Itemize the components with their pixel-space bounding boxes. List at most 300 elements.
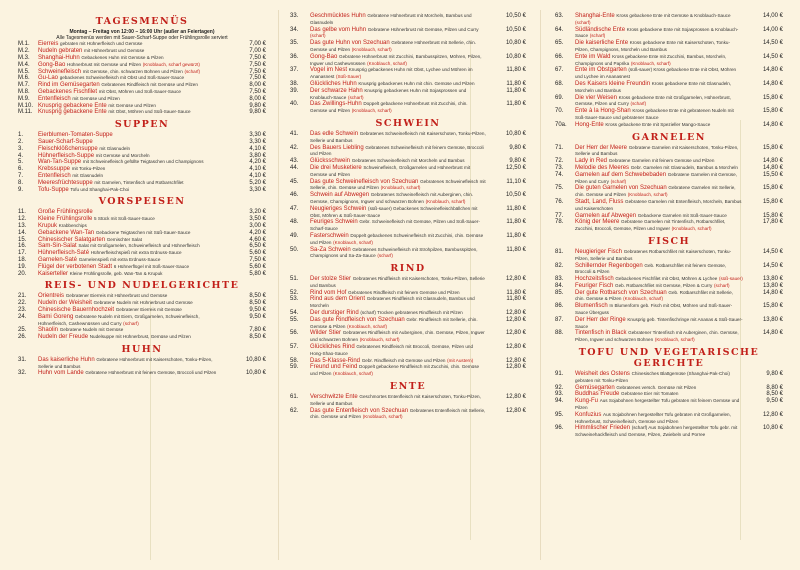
item-number: 22. (18, 300, 27, 307)
item-description: Knusprig geb. Tintenfischringe mit Ananas & Süß-Sauer-Sauce (575, 316, 743, 329)
item-body (575, 330, 743, 344)
item-price: 7,00 € (249, 41, 266, 48)
item-name: Schillernder Regenbogen (575, 262, 643, 269)
item-number: 32. (18, 370, 27, 377)
item-number: 50. (290, 246, 299, 253)
item-body (38, 82, 226, 89)
item-body (310, 317, 486, 331)
item-price: 14,80 € (762, 121, 783, 128)
item-spice-note: (Knoblauch, scharf) (362, 414, 403, 420)
item-name: Sa-Za Schwein (310, 246, 351, 253)
item-number: 49. (290, 232, 299, 239)
item-price: 15,80 € (762, 212, 783, 219)
item-price: 9,50 € (766, 398, 783, 405)
item-description: Kross gebackene Ente mit Spezieller Mango-Sauce (605, 121, 711, 127)
item-number: M.4. (18, 61, 30, 68)
item-name: Knusprig gebackene Ente (38, 102, 107, 109)
item-name: Huhn vom Lande (38, 370, 84, 377)
item-body (575, 371, 743, 385)
menu-item (290, 290, 526, 297)
item-number: 39. (290, 87, 299, 94)
item-name: Weisheit des Ostens (575, 371, 630, 378)
item-description: (scharf) Trocken gebratenes Rindfleisch mit Pilzen (360, 310, 463, 316)
item-body (575, 213, 743, 220)
item-number: 18. (18, 256, 27, 263)
item-name: Kaiserteller (38, 270, 69, 277)
item-price: 11,80 € (506, 101, 526, 108)
item-body (575, 249, 743, 263)
item-number: 44. (290, 164, 299, 171)
menu-column-3 (555, 13, 783, 439)
item-description: mit Obst, Möhren und Süß-Sauer-Sauce (98, 88, 181, 94)
menu-item (18, 187, 266, 194)
item-price: 14,50 € (762, 40, 783, 47)
menu-item (18, 166, 266, 173)
item-number: 11. (18, 209, 26, 216)
section-title: SCHWEIN (375, 117, 441, 129)
item-body (38, 271, 226, 278)
item-name: Eierblumen-Tomaten-Suppe (38, 132, 113, 139)
item-body (38, 75, 226, 82)
item-price: 11,80 € (506, 219, 526, 226)
item-name: Meeresfrüchtesuppe (38, 179, 93, 186)
item-number: 87. (555, 316, 564, 323)
item-body (575, 27, 743, 41)
item-name: Lady in Red (575, 158, 608, 165)
item-number: 70. (555, 108, 564, 115)
item-price: 10,50 € (505, 26, 526, 33)
item-body (38, 257, 226, 264)
item-price: 12,80 € (505, 407, 526, 414)
item-description: Gebratene Garnelen mit Tintenfisch, Rotbarschfilet, Zucchini, Broccoli, Gemüse, Pilzen und Ingwer (575, 219, 726, 232)
item-body (310, 27, 486, 41)
item-spice-note: (scharf) (575, 19, 591, 25)
item-description: Krabbenchips (58, 222, 87, 228)
item-number: 16. (18, 243, 27, 250)
item-name: Südländische Ente (575, 26, 626, 33)
item-spice-note: (Knoblauch, scharf) (671, 226, 712, 232)
item-name: Das gelbe vom Huhn (310, 26, 367, 33)
item-number: 42. (290, 144, 299, 151)
item-name: Konfuzius (575, 411, 602, 418)
item-spice-note: (Knoblauch, scharf) (425, 198, 466, 204)
item-body (38, 139, 226, 146)
item-name: Gong-Bao (310, 53, 338, 60)
item-body (38, 216, 226, 223)
item-body (310, 81, 486, 88)
item-number: 12. (18, 216, 27, 223)
item-spice-note: (Knoblauch, scharf) (351, 46, 392, 52)
item-body (38, 223, 226, 230)
item-description: Gebackenes Huhn mit Gemüse & Pilzen (81, 55, 164, 60)
item-description: Doppelt gebackenes Schweinefleisch mit Zucchini, chin. Gemüse und Pilzen (310, 232, 484, 245)
menu-item (555, 54, 783, 68)
item-description: Gebr. Garnelen mit Glasnudeln, Bambus & Morcheln (630, 164, 738, 170)
item-name: Rind vom Hof (310, 289, 347, 296)
item-name: Ente im Wald (575, 53, 611, 60)
item-name: Melodie des Meeres (575, 164, 630, 171)
item-description: gebackenes Schweinefleisch mit Obst und Süß-Sauer-Sauce (59, 75, 185, 81)
item-description: Chinesisches Blattgemüse (Shanghai-Pak-Choi) gebraten mit Tonku-Pilzen (575, 371, 730, 383)
item-price: 10,80 € (505, 130, 526, 137)
item-body (310, 233, 486, 247)
item-description: Kross gebackene Ente mit Sojasprossen & Knoblauch-Sauce (575, 26, 739, 39)
item-spice-note: (Knoblauch, scharf) (380, 185, 421, 191)
item-description: mit Gemüse und Pilzen (108, 102, 156, 108)
item-spice-note: (scharf) (630, 101, 647, 107)
item-body (575, 199, 743, 213)
item-description: Gebratene Nudeln mit Gemüse (59, 327, 124, 333)
item-name: Feuriger Fisch (575, 282, 614, 289)
menu-section (555, 236, 783, 344)
item-spice-note: (scharf) (347, 94, 364, 100)
item-spice-note: (scharf) (123, 320, 139, 326)
menu-item (18, 139, 266, 146)
section-title: SUPPEN (114, 119, 170, 131)
item-description: Gebratenes Rotbarschfilet mit Kaiserschoten, Tonku-Pilzen, Sellerie und Bambus (575, 248, 732, 261)
item-body (575, 81, 743, 95)
item-body (575, 398, 743, 412)
menu-item (290, 233, 526, 247)
item-body (310, 145, 486, 159)
item-name: Nudeln der Weisheit (38, 300, 92, 307)
menu-item (290, 131, 526, 145)
menu-item (555, 108, 783, 122)
item-body (38, 180, 226, 187)
item-description: mit Gemüse und Morcheln (95, 152, 150, 158)
item-description: (scharf) Aus Sojabohnen hergestellter Tofu gebr. mit Schweinehackfleisch und Gemüse, Pilzen, Zwiebeln und Porree (575, 425, 738, 438)
item-number: 8. (18, 179, 24, 186)
item-price: 5,60 € (249, 250, 266, 257)
item-description: (süß-sauer) Kross gebackene Ente mit Obst, Möhren und Lychee im Ananasnest (575, 67, 737, 80)
menu-item (18, 109, 266, 116)
item-body (38, 370, 226, 377)
item-number: 37. (290, 67, 299, 74)
menu-section (555, 132, 783, 233)
item-name: Sam-Sin-Salat (38, 243, 77, 250)
item-body (38, 153, 226, 160)
item-description: mit Glasnudeln (99, 145, 131, 151)
item-body (38, 264, 226, 271)
item-number: M.8. (18, 88, 30, 95)
item-body (575, 290, 743, 304)
item-description: Geb. Rotbarschfilet mit feinem Gemüse, Broccoli & Pilzen (575, 262, 727, 275)
item-number: 82. (555, 262, 564, 269)
item-number: 73. (555, 164, 564, 171)
item-description: Gebratenes Schweinefleisch mit feinem Gemüse, Broccoli und Pilzen (310, 144, 484, 157)
item-name: Das edle Schwein (310, 130, 359, 137)
menu-item (555, 185, 783, 199)
item-description: mit Gemüse, chin. schwarzen Bohnen und Pilzen (82, 68, 183, 74)
item-description: Kross gebackene Ente mit Gemüse & Knoblauch-Sauce (616, 13, 731, 18)
item-body (38, 69, 226, 76)
item-name: Vogel im Nest (310, 67, 348, 74)
menu-item (555, 276, 783, 283)
item-body (38, 237, 226, 244)
item-number: 71. (555, 144, 564, 151)
menu-item (555, 81, 783, 95)
item-body (310, 179, 486, 193)
item-name: Orientreis (38, 293, 65, 300)
item-number: 66. (555, 53, 564, 60)
menu-item (555, 283, 783, 290)
item-number: 47. (290, 205, 299, 212)
item-body (38, 103, 226, 110)
section-intro (18, 29, 266, 41)
item-price: 11,80 € (506, 246, 526, 253)
item-number: 84. (555, 282, 564, 289)
item-number: 56. (290, 330, 299, 337)
item-number: M.3. (18, 55, 30, 61)
item-number: 81. (555, 248, 564, 255)
item-price: 3,30 € (249, 186, 266, 193)
item-spice-note: (Süß-Sauer) (335, 74, 362, 80)
item-number: 1. (18, 132, 24, 139)
item-number: 52. (290, 289, 299, 296)
item-body (38, 209, 226, 216)
menu-column-1 (18, 13, 266, 377)
item-body (38, 314, 226, 328)
item-price: 15,80 € (762, 144, 783, 151)
item-description: 6 Hühnerflügel mit Süß-Sauer-Sauce (113, 263, 190, 269)
item-number: 43. (290, 158, 299, 165)
item-description: Gebratene Hühnerbrust mit Sellerie, chin. Gemüse und Pilzen (310, 40, 476, 52)
menu-item (555, 27, 783, 41)
menu-item (290, 408, 526, 422)
menu-item (555, 412, 783, 426)
menu-item (18, 48, 266, 55)
item-price: 5,20 € (249, 179, 266, 186)
menu-item (555, 263, 783, 277)
item-body (575, 412, 743, 426)
item-spice-note: (Knoblauch, scharf) (367, 60, 407, 66)
item-price: 7,00 € (249, 48, 266, 55)
item-name: Freund und Feind (310, 364, 358, 371)
item-description: Geb. Rotbarschfilet mit Gemüse, Pilzen & Curry (615, 282, 713, 288)
menu-item (555, 303, 783, 317)
menu-item (18, 327, 266, 334)
item-body (310, 101, 486, 115)
menu-item (555, 13, 783, 27)
item-price: 12,80 € (505, 330, 526, 337)
item-body (38, 41, 226, 48)
menu-item (18, 370, 266, 377)
item-name: Der Herr der Ringe (575, 316, 626, 323)
item-price: 11,80 € (506, 80, 526, 87)
item-number: 24. (18, 313, 27, 320)
item-number: 21. (18, 293, 27, 300)
item-number: 4. (18, 152, 24, 159)
item-name: Garnelen auf dem Schwebebaden (575, 171, 667, 178)
item-number: 48. (290, 219, 299, 226)
item-price: 14,80 € (762, 289, 783, 296)
item-number: 41. (290, 130, 299, 137)
menu-item (290, 40, 526, 54)
item-description: Kross gebackene Ente mit Großgarnelen, Hühnerbrust, Gemüse, Pilzen und Curry (575, 94, 731, 107)
menu-item (18, 103, 266, 110)
menu-item (18, 300, 266, 307)
item-body (310, 358, 486, 365)
item-spice-note: (Knoblauch, scharf) (630, 60, 671, 66)
item-body (38, 293, 226, 300)
item-price: 4,10 € (249, 172, 266, 179)
item-number: M.7. (18, 82, 30, 89)
item-description: Gebratenes Schweinefleisch mit Kaiserschoten, Tonku-Pilzen, Sellerie und Bambus (310, 130, 486, 143)
item-price: 8,00 € (249, 82, 266, 89)
item-name: Gu-Lao (38, 75, 59, 82)
item-name: Fasterschwein (310, 232, 349, 239)
section-title: RIND (390, 263, 426, 275)
item-name: Glückliches Rind (310, 344, 355, 351)
menu-item (555, 219, 783, 233)
item-price: 12,80 € (505, 364, 526, 371)
item-name: Hühnerfleisch-Saté (38, 250, 90, 257)
item-body (575, 283, 743, 290)
menu-item (290, 344, 526, 358)
item-number: 35. (290, 40, 299, 47)
item-spice-note: (Knoblauch, scharf) (654, 337, 695, 343)
item-description: Gebr. Rindfleisch mit Sellerie, chin. Gemüse & Pilzen (310, 316, 478, 329)
item-number: 74. (555, 171, 564, 178)
item-price: 13,80 € (762, 282, 783, 289)
item-description: Gebratenes Rindfleisch mit Glasnudeln, Bambus und Morcheln (310, 296, 475, 309)
item-body (310, 165, 486, 179)
item-price: 9,80 € (509, 158, 526, 165)
item-description: Nudelsuppe mit Hühnerbrust, Gemüse und Pilzen (89, 334, 191, 340)
item-spice-note: (Knoblauch, scharf) (333, 371, 373, 377)
item-description: Gebratener Eierreis mit Gemüse (115, 306, 182, 312)
item-number: M.1. (18, 41, 30, 48)
item-spice-note: (Knoblauch, scharf gewürzt) (142, 61, 200, 67)
menu-item (290, 54, 526, 68)
item-number: M.10. (18, 102, 34, 109)
item-description: Gebratene Garnelen mit feinem Gemüse und Pilzen (608, 158, 715, 164)
menu-item (555, 290, 783, 304)
item-body (38, 89, 226, 96)
item-name: Der stolze Stier (310, 276, 352, 283)
item-name: Tofu-Suppe (38, 186, 69, 193)
item-name: Gebackene Wan-Tan (38, 229, 95, 236)
item-number: 36. (290, 53, 299, 60)
menu-item (18, 271, 266, 278)
menu-section (18, 280, 266, 341)
item-body (310, 408, 486, 422)
item-description: Gebratenes Schweinefleisch mit Sellerie, chin. Gemüse und Pilzen (310, 178, 486, 191)
item-spice-note: (mit Austern) (447, 357, 474, 363)
menu-item (290, 145, 526, 159)
item-number: 26. (18, 334, 27, 341)
item-body (38, 327, 226, 334)
item-price: 7,80 € (249, 327, 266, 334)
item-body (575, 276, 743, 283)
menu-item (18, 314, 266, 328)
item-description: Kross gebackene Ente mit gebratenen Nudeln mit Süß-Sauer-Sauce und gebratener Sauce (575, 108, 734, 120)
item-name: Ente im Obstgarten (575, 67, 627, 74)
item-price: 13,80 € (762, 276, 783, 283)
item-name: Ente à la Hong-Shan (575, 108, 631, 115)
item-body (310, 290, 486, 297)
item-price: 3,30 € (249, 138, 266, 145)
item-body (38, 62, 226, 69)
item-name: Bami Goreng (38, 313, 74, 320)
item-price: 8,50 € (766, 391, 783, 398)
item-name: Die kaiserliche Ente (575, 40, 629, 47)
item-body (575, 54, 743, 68)
item-number: 94. (555, 398, 564, 405)
menu-item (555, 213, 783, 220)
item-price: 14,80 € (762, 67, 783, 74)
item-price: 9,80 € (249, 109, 266, 116)
item-name: Neugieriger Fisch (575, 248, 623, 255)
item-price: 3,30 € (249, 132, 266, 139)
item-price: 12,80 € (505, 316, 526, 323)
menu-item (18, 264, 266, 271)
item-name: Der Herr der Meere (575, 144, 628, 151)
menu-item (290, 358, 526, 365)
menu-item (555, 317, 783, 331)
menu-item (18, 357, 266, 371)
item-price: 9,50 € (249, 313, 266, 320)
item-name: Große Frühlingsrolle (38, 209, 93, 216)
item-name: Tintenfisch in Black (575, 330, 627, 337)
item-body (38, 55, 226, 62)
menu-item (18, 216, 266, 223)
item-price: 15,80 € (762, 303, 783, 310)
menu-section (290, 263, 526, 378)
item-name: Shaolin (38, 327, 59, 334)
item-name: Shanghai-Ente (575, 13, 615, 19)
item-description: Gebratenes Schweinefleisch mit Strohpilzen, Bambusspitzen, Champignons und Sa-Za-Sauce (310, 246, 478, 259)
item-description: Gebr. Rindfleisch mit Gemüse und Pilzen (361, 357, 446, 363)
item-number: 51. (290, 276, 299, 283)
item-body (310, 344, 486, 358)
item-body (38, 48, 226, 55)
menu-item (18, 250, 266, 257)
item-body (575, 317, 743, 331)
item-price: 14,80 € (762, 80, 783, 87)
item-description: Aus Sojabohnen hergestellter Tofu gebraten mit Großgarnelen, Hühnerbrust, Schweinefleisch, Gemüse und Pilzen (575, 411, 731, 424)
item-description: Salat mit Großgarnelen, Schweinefleisch und Hühnerfleisch (78, 243, 200, 249)
item-number: 67. (555, 67, 564, 74)
menu-item (18, 209, 266, 216)
item-name: Das 5-Klasse-Rind (310, 357, 361, 364)
item-number: 25. (18, 327, 27, 334)
item-body (310, 67, 486, 81)
item-description: Hühnerbrust mit Gemüse und Pilzen (67, 61, 142, 67)
item-spice-note: (Knoblauch, scharf) (623, 296, 663, 302)
item-name: Chinesischer Salatgarten (38, 236, 106, 243)
item-description: Gebratener Tintenfisch mit Auberginen, chin. Gemüse, Pilzen, Ingwer und schwarzen Bohnen (575, 330, 739, 343)
menu-item (555, 158, 783, 165)
item-price: 3,00 € (249, 222, 266, 229)
item-name: Hong-Ente (575, 121, 604, 128)
item-description: Aus Sojabohnen hergestellter Tofu gebraten mit feinem Gemüse und Pilzen (575, 398, 740, 411)
menu-item (18, 223, 266, 230)
item-description: Tofu und Shanghai-Pak-Choi (70, 186, 130, 192)
section-title: GARNELEN (632, 131, 706, 143)
item-price: 12,50 € (505, 164, 526, 171)
item-number: 92. (555, 384, 564, 391)
item-name: Krupuk (38, 222, 58, 229)
item-body (575, 122, 743, 129)
menu-item (290, 219, 526, 233)
item-price: 4,20 € (249, 159, 266, 166)
item-description: gebraten mit Hühnerfleisch und Gemüse (60, 41, 143, 47)
menu-item (555, 145, 783, 159)
item-name: Stadt, Land, Fluss (575, 198, 624, 205)
item-name: Garnelen auf Abwegen (575, 212, 637, 219)
item-description: mit Hühnerbrust und Gemüse (84, 48, 145, 54)
